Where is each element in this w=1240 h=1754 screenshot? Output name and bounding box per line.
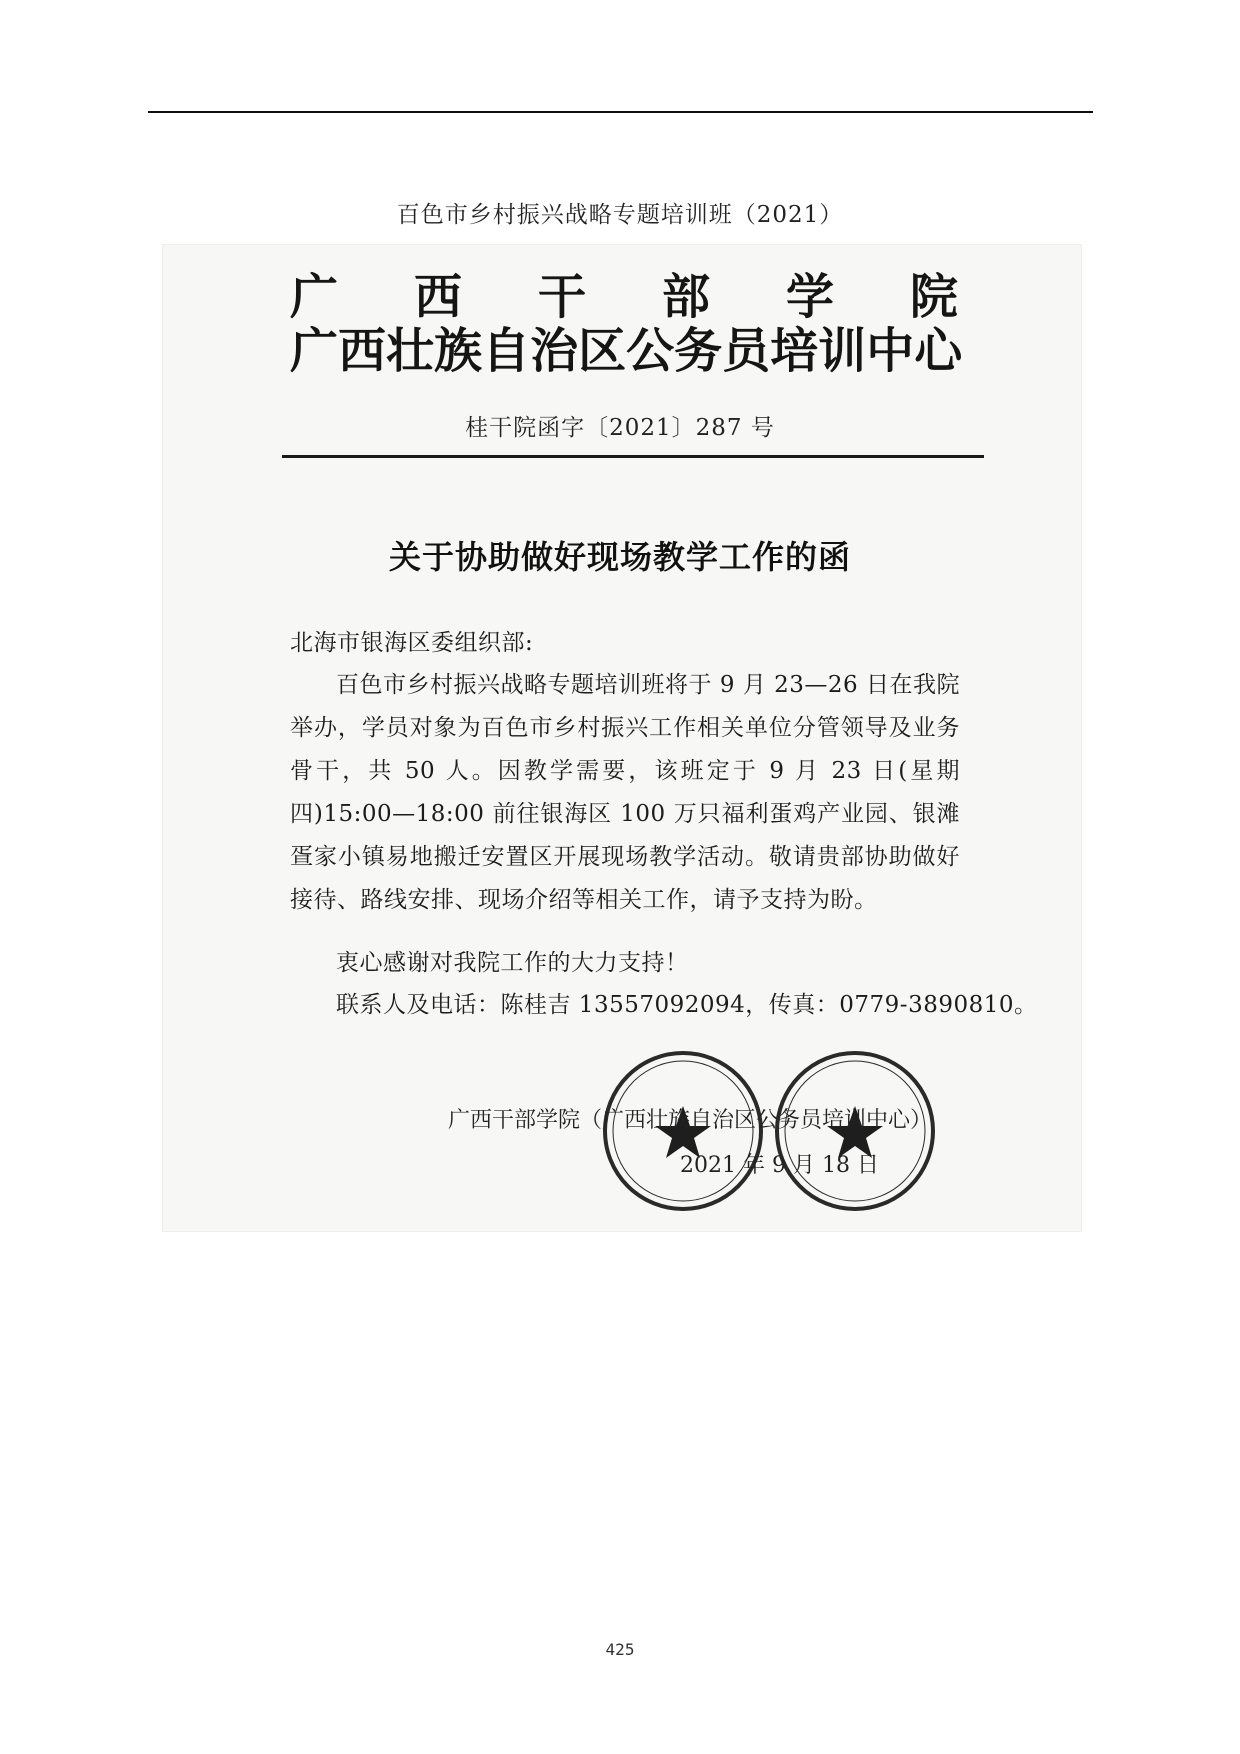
- letterhead-line-2: 广 西 壮 族 自 治 区 公 务 员 培 训 中 心: [290, 323, 963, 379]
- letterhead-rule: [282, 455, 984, 458]
- signature-line: 广西干部学院（广西壮族自治区公务员培训中心）: [448, 1108, 933, 1133]
- addressee: 北海市银海区委组织部:: [290, 630, 534, 656]
- document-number: 桂干院函字〔2021〕287 号: [465, 415, 775, 441]
- body-paragraph: 百色市乡村振兴战略专题培训班将于 9 月 23—26 日在我院举办，学员对象为百色市乡村振兴工作相关单位分管领导及业务骨干，共 50 人。因教学需要，该班定于 9 月 23 日(星期四)15:00—18:00 前往银海区 100 万只福利蛋鸡产业园、银滩疍家小镇易地搬迁安置区开展现场教学活动。敬请贵部协助做好接待、路线安排、现场介绍等相关工作，请予支持为盼。: [290, 672, 960, 913]
- contact-line: 联系人及电话：陈桂吉 13557092094，传真：0779-3890810。: [336, 992, 1038, 1018]
- letterhead-line-1: 广 西 干 部 学 院: [290, 269, 958, 325]
- top-rule: [148, 111, 1093, 113]
- thanks-line: 衷心感谢对我院工作的大力支持！: [336, 950, 689, 976]
- date-line: 2021 年 9 月 18 日: [680, 1153, 879, 1178]
- book-header: 百色市乡村振兴战略专题培训班（2021）: [396, 202, 844, 228]
- page-number: 425: [605, 1640, 635, 1659]
- letter-title: 关于协助做好现场教学工作的函: [388, 538, 851, 576]
